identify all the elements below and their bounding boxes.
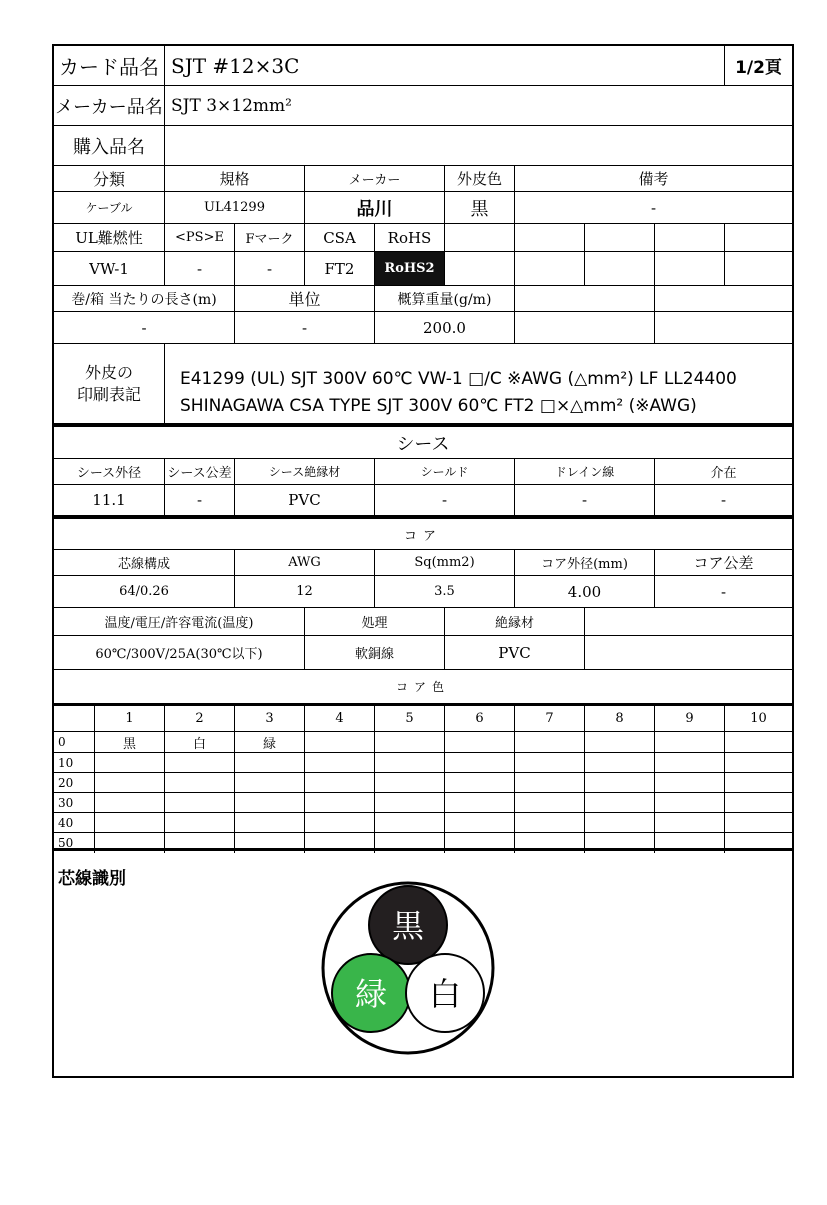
cert-header-fmark: Fマーク xyxy=(235,224,305,252)
color-grid-cell xyxy=(305,773,375,793)
card-name-value: SJT #12×3C xyxy=(165,46,725,86)
sheath-od-value: 11.1 xyxy=(54,485,165,516)
color-grid-cell xyxy=(305,732,375,753)
cert-fmark-value: - xyxy=(235,252,305,286)
spec-maker-value: 品川 xyxy=(305,192,445,224)
color-grid-col-header: 1 xyxy=(95,706,165,732)
color-grid-cell xyxy=(165,813,235,833)
core-header-tolerance: コア公差 xyxy=(655,550,792,576)
color-grid-col-header: 7 xyxy=(515,706,585,732)
color-grid-cell xyxy=(515,813,585,833)
color-grid-cell xyxy=(235,793,305,813)
color-grid-cell: 白 xyxy=(165,732,235,753)
core-identification-title: 芯線識別 xyxy=(58,869,126,889)
core-color-grid xyxy=(54,706,792,850)
sheath-shield-value: - xyxy=(375,485,515,516)
color-grid-cell xyxy=(725,793,792,813)
print-label-line1: 外皮の xyxy=(84,362,133,382)
print-label xyxy=(54,344,165,424)
cert-pse-value: - xyxy=(165,252,235,286)
color-grid-cell xyxy=(585,732,655,753)
color-grid-cell xyxy=(95,773,165,793)
cert-header-empty-3 xyxy=(585,224,655,252)
print-marking-text xyxy=(180,366,737,420)
spec-header-remarks: 備考 xyxy=(515,166,792,192)
length-weight-value: 200.0 xyxy=(375,312,515,344)
color-grid-cell xyxy=(655,813,725,833)
core-rating-value: 60℃/300V/25A(30℃以下) xyxy=(54,636,305,670)
sheath-header-drain: ドレイン線 xyxy=(515,459,655,485)
core-strand-value: 64/0.26 xyxy=(54,576,235,608)
color-grid-col-header: 9 xyxy=(655,706,725,732)
color-grid-col-header: 8 xyxy=(585,706,655,732)
length-value-empty-1 xyxy=(515,312,655,344)
core-value2-empty xyxy=(585,636,792,670)
core-green-label: 緑 xyxy=(354,975,388,1013)
color-grid-cell xyxy=(375,732,445,753)
length-value-empty-2 xyxy=(655,312,792,344)
spec-standard-value: UL41299 xyxy=(165,192,305,224)
purchase-name-label: 購入品名 xyxy=(54,126,165,166)
color-grid-cell xyxy=(235,813,305,833)
page-number: 1/2頁 xyxy=(725,46,792,86)
print-line-2: SHINAGAWA CSA TYPE SJT 300V 60℃ FT2 □×△mm² (※AWG) xyxy=(180,396,697,416)
color-grid-cell xyxy=(585,813,655,833)
color-grid-cell xyxy=(725,813,792,833)
color-grid-cell: 黒 xyxy=(95,732,165,753)
cert-header-empty-1 xyxy=(445,224,515,252)
cert-header-empty-2 xyxy=(515,224,585,252)
length-per-reel-value: - xyxy=(54,312,235,344)
color-grid-cell xyxy=(585,793,655,813)
spec-remarks-value: - xyxy=(515,192,792,224)
core-header-insulation: 絶縁材 xyxy=(445,608,585,636)
length-header-empty-2 xyxy=(655,286,792,312)
core-identification-diagram xyxy=(313,880,503,1056)
sheath-insulation-value: PVC xyxy=(235,485,375,516)
color-grid-row-header: 0 xyxy=(54,732,95,753)
sheath-title: シース xyxy=(54,427,792,459)
cert-header-pse: <PS>E xyxy=(165,224,235,252)
sheath-filler-value: - xyxy=(655,485,792,516)
cert-rohs-value: RoHS2 xyxy=(375,252,445,286)
color-grid-cell xyxy=(165,753,235,773)
length-header-weight: 概算重量(g/m) xyxy=(375,286,515,312)
color-grid-cell xyxy=(375,773,445,793)
color-grid-cell: 緑 xyxy=(235,732,305,753)
color-grid-cell xyxy=(95,753,165,773)
color-grid-col-header: 6 xyxy=(445,706,515,732)
color-grid-row-header: 10 xyxy=(54,753,95,773)
color-grid-cell xyxy=(725,753,792,773)
color-grid-cell xyxy=(95,813,165,833)
core-header-od: コア外径(mm) xyxy=(515,550,655,576)
core-header-rating: 温度/電圧/許容電流(温度) xyxy=(54,608,305,636)
color-grid-row-header: 20 xyxy=(54,773,95,793)
sheath-header-insulation: シース絶縁材 xyxy=(235,459,375,485)
color-grid-col-header: 4 xyxy=(305,706,375,732)
core-header-sq: Sq(mm2) xyxy=(375,550,515,576)
core-od-value: 4.00 xyxy=(515,576,655,608)
cert-value-empty-3 xyxy=(585,252,655,286)
color-grid-cell xyxy=(725,773,792,793)
cert-header-csa: CSA xyxy=(305,224,375,252)
color-grid-cell xyxy=(445,813,515,833)
cert-value-empty-1 xyxy=(445,252,515,286)
color-grid-row-header: 30 xyxy=(54,793,95,813)
cert-header-rohs: RoHS xyxy=(375,224,445,252)
color-grid-cell xyxy=(305,753,375,773)
cert-header-flame: UL難燃性 xyxy=(54,224,165,252)
spec-sheath-color-value: 黒 xyxy=(445,192,515,224)
core-awg-value: 12 xyxy=(235,576,375,608)
core-black-label: 黒 xyxy=(391,907,425,945)
color-grid-cell xyxy=(725,732,792,753)
cert-value-empty-4 xyxy=(655,252,725,286)
spec-category-value: ケーブル xyxy=(54,192,165,224)
color-grid-cell xyxy=(445,753,515,773)
color-grid-cell xyxy=(95,793,165,813)
color-grid-cell xyxy=(375,813,445,833)
cert-value-empty-5 xyxy=(725,252,792,286)
maker-name-value: SJT 3×12mm² xyxy=(165,86,792,126)
core-color-title: コア色 xyxy=(54,670,792,704)
spec-header-standard: 規格 xyxy=(165,166,305,192)
sheath-tolerance-value: - xyxy=(165,485,235,516)
sheath-header-filler: 介在 xyxy=(655,459,792,485)
spec-header-maker: メーカー xyxy=(305,166,445,192)
spec-header-category: 分類 xyxy=(54,166,165,192)
spec-header-sheath-color: 外皮色 xyxy=(445,166,515,192)
color-grid-cell xyxy=(375,753,445,773)
color-grid-cell xyxy=(445,732,515,753)
length-header-unit: 単位 xyxy=(235,286,375,312)
color-grid-corner xyxy=(54,706,95,732)
core-insulation-value: PVC xyxy=(445,636,585,670)
length-header-per-reel: 巻/箱 当たりの長さ(m) xyxy=(54,286,235,312)
core-white-label: 白 xyxy=(428,975,462,1013)
color-grid-cell xyxy=(445,773,515,793)
core-tolerance-value: - xyxy=(655,576,792,608)
core-header2-empty xyxy=(585,608,792,636)
color-grid-cell xyxy=(515,793,585,813)
cert-value-empty-2 xyxy=(515,252,585,286)
cert-flame-value: VW-1 xyxy=(54,252,165,286)
core-header-strand: 芯線構成 xyxy=(54,550,235,576)
color-grid-cell xyxy=(235,753,305,773)
color-grid-cell xyxy=(515,773,585,793)
color-grid-cell xyxy=(655,793,725,813)
color-grid-cell xyxy=(655,773,725,793)
color-grid-cell xyxy=(305,813,375,833)
length-unit-value: - xyxy=(235,312,375,344)
color-grid-col-header: 3 xyxy=(235,706,305,732)
maker-name-label: メーカー品名 xyxy=(54,86,165,126)
color-grid-cell xyxy=(515,732,585,753)
color-grid-cell xyxy=(235,773,305,793)
color-grid-cell xyxy=(165,793,235,813)
section-divider xyxy=(54,848,792,851)
color-grid-col-header: 5 xyxy=(375,706,445,732)
color-grid-col-header: 10 xyxy=(725,706,792,732)
core-treatment-value: 軟銅線 xyxy=(305,636,445,670)
purchase-name-value xyxy=(165,126,792,166)
color-grid-cell xyxy=(655,753,725,773)
print-label-line2: 印刷表記 xyxy=(76,384,141,404)
color-grid-row-header: 40 xyxy=(54,813,95,833)
color-grid-cell xyxy=(445,793,515,813)
sheath-drain-value: - xyxy=(515,485,655,516)
color-grid-cell xyxy=(585,753,655,773)
color-grid-col-header: 2 xyxy=(165,706,235,732)
core-title: コア xyxy=(54,519,792,550)
cert-header-empty-5 xyxy=(725,224,792,252)
sheath-header-shield: シールド xyxy=(375,459,515,485)
color-grid-cell xyxy=(375,793,445,813)
length-header-empty-1 xyxy=(515,286,655,312)
print-line-1: E41299 (UL) SJT 300V 60℃ VW-1 □/C ※AWG (△mm²) LF LL24400 xyxy=(180,369,737,389)
card-name-label: カード品名 xyxy=(54,46,165,86)
core-sq-value: 3.5 xyxy=(375,576,515,608)
color-grid-cell xyxy=(305,793,375,813)
color-grid-cell xyxy=(655,732,725,753)
cert-csa-value: FT2 xyxy=(305,252,375,286)
core-header-treatment: 処理 xyxy=(305,608,445,636)
color-grid-cell xyxy=(515,753,585,773)
core-header-awg: AWG xyxy=(235,550,375,576)
color-grid-cell xyxy=(585,773,655,793)
color-grid-row-header: 50 xyxy=(54,833,95,853)
sheath-header-tolerance: シース公差 xyxy=(165,459,235,485)
color-grid-cell xyxy=(165,773,235,793)
sheath-header-od: シース外径 xyxy=(54,459,165,485)
spec-card xyxy=(52,44,794,1078)
cert-header-empty-4 xyxy=(655,224,725,252)
